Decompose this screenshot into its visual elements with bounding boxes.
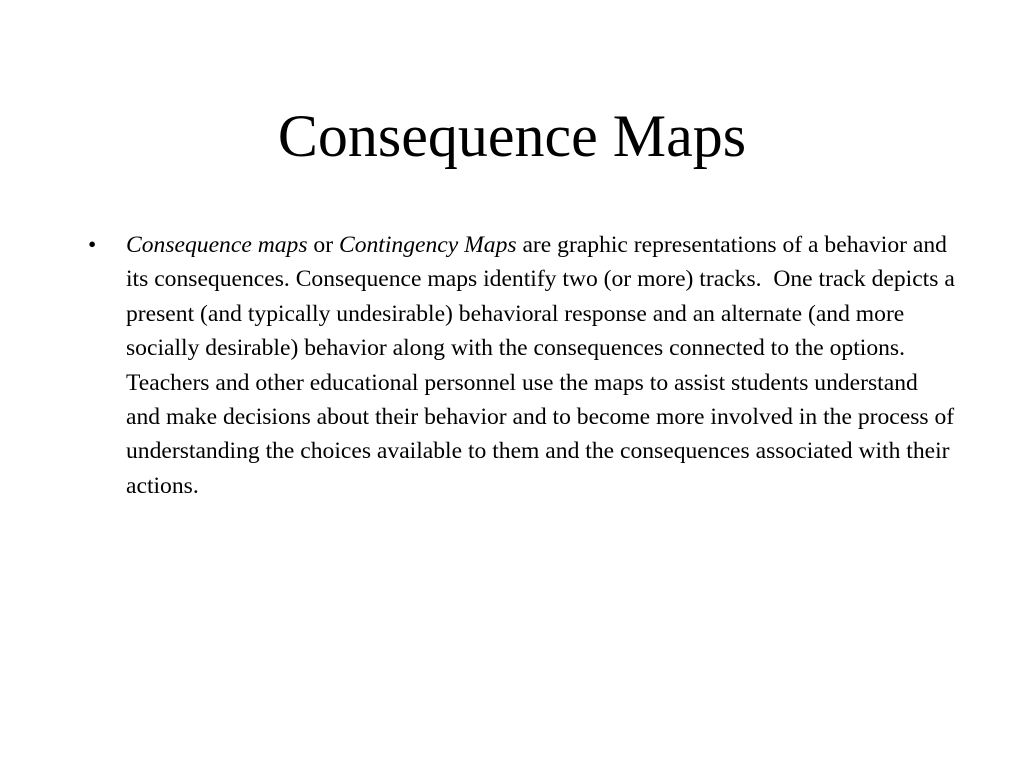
bullet-list — [86, 228, 961, 503]
connector-text: or — [307, 232, 339, 258]
term-consequence-maps: Consequence maps — [126, 232, 308, 258]
slide-title: Consequence Maps — [277, 103, 747, 169]
bullet-item — [86, 228, 961, 503]
bullet-text — [126, 228, 961, 503]
bullet-marker: • — [88, 232, 97, 258]
bullet-body-text: are graphic representations of a behavior and its consequences. Consequence maps identify two (or more) tracks. One track depicts a present (and typically undesirable) behavioral response and an alternate (and more socially desirable) behavior along with the consequences connected to the options. Teachers and other educational personnel use the maps to assist students understand and make decisions about their behavior and to become more involved in the process of understanding the choices available to them and the consequences associated with their actions. — [126, 232, 961, 499]
term-contingency-maps: Contingency Maps — [338, 232, 517, 258]
